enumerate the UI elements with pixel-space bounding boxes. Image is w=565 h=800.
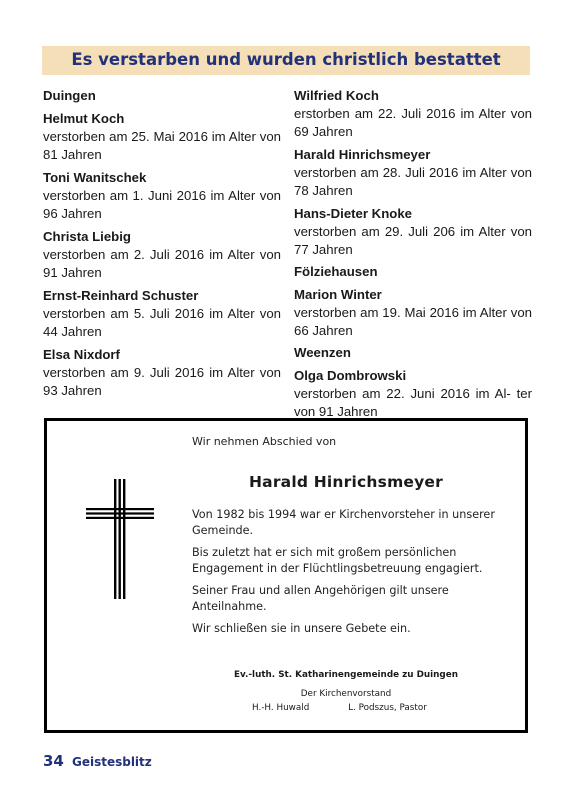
deceased-name: Hans-Dieter Knoke [294,206,412,221]
deceased-details: verstorben am 29. Juli 206 im Alter von 77 Jahren [294,224,532,257]
obituary-entry [43,345,281,399]
magazine-name: Geistesblitz [71,755,152,769]
obituary-entry [294,285,532,339]
signer-name: L. Podszus, Pastor [348,703,427,713]
deceased-name: Toni Wanitschek [43,170,147,185]
deceased-details: verstorben am 28. Juli 2016 im Alter von 78 Jahren [294,165,532,198]
notice-congregation: Ev.-luth. St. Katharinengemeinde zu Duingen [234,670,458,680]
deceased-name: Marion Winter [294,287,382,302]
notice-board: Der Kirchenvorstand [300,689,392,699]
notice-intro: Wir nehmen Abschied von [192,435,337,448]
obituary-entry [43,227,281,281]
notice-paragraph: Seiner Frau und allen Angehörigen gilt unsere Anteilnahme. [192,584,449,613]
deceased-name: Olga Dombrowski [294,368,407,383]
deceased-details: verstorben am 2. Juli 2016 im Alter von 91 Jahren [43,247,281,280]
right-column [294,86,532,425]
deceased-details: verstorben am 22. Juni 2016 im Al- ter von 91 Jahren [294,386,532,419]
obituary-entry [294,204,532,258]
obituary-entry [294,86,532,140]
deceased-name: Elsa Nixdorf [43,347,120,362]
obituary-entry [43,109,281,163]
death-notice-box [44,418,528,733]
page-footer [43,751,152,770]
section-header-bar [42,46,530,75]
obituary-entry [294,366,532,420]
deceased-details: verstorben am 19. Mai 2016 im Alter von 66 Jahren [294,305,532,338]
deceased-details: verstorben am 25. Mai 2016 im Alter von 81 Jahren [43,129,281,162]
deceased-details: verstorben am 9. Juli 2016 im Alter von 93 Jahren [43,365,281,398]
notice-paragraph: Bis zuletzt hat er sich mit großem persönlichen Engagement in der Flüchtlingsbetreuung engagiert. [192,546,483,575]
notice-paragraph: Wir schließen sie in unsere Gebete ein. [192,622,411,635]
notice-signers [252,703,427,713]
obituary-entry [43,286,281,340]
deceased-name: Harald Hinrichsmeyer [294,147,431,162]
deceased-name: Helmut Koch [43,111,125,126]
signer-name: H.-H. Huwald [252,703,310,713]
notice-paragraph: Von 1982 bis 1994 war er Kirchenvorsteher in unserer Gemeinde. [192,508,495,537]
place-heading-weenzen: Weenzen [294,345,351,360]
deceased-name: Wilfried Koch [294,88,379,103]
deceased-name: Ernst-Reinhard Schuster [43,288,199,303]
obituary-entry [294,145,532,199]
place-heading-duingen: Duingen [43,88,96,103]
section-title: Es verstarben und wurden christlich bestattet [71,50,501,69]
page-number: 34 [43,752,64,770]
deceased-details: verstorben am 1. Juni 2016 im Alter von 96 Jahren [43,188,281,221]
notice-body [192,507,507,644]
cross-icon [47,421,167,621]
obituary-entry [43,168,281,222]
left-column [43,86,281,404]
deceased-name: Christa Liebig [43,229,131,244]
place-heading-foelziehausen: Fölziehausen [294,264,378,279]
deceased-details: erstorben am 22. Juli 2016 im Alter von 69 Jahren [294,106,532,139]
deceased-details: verstorben am 5. Juli 2016 im Alter von 44 Jahren [43,306,281,339]
notice-deceased-name: Harald Hinrichsmeyer [249,473,443,491]
